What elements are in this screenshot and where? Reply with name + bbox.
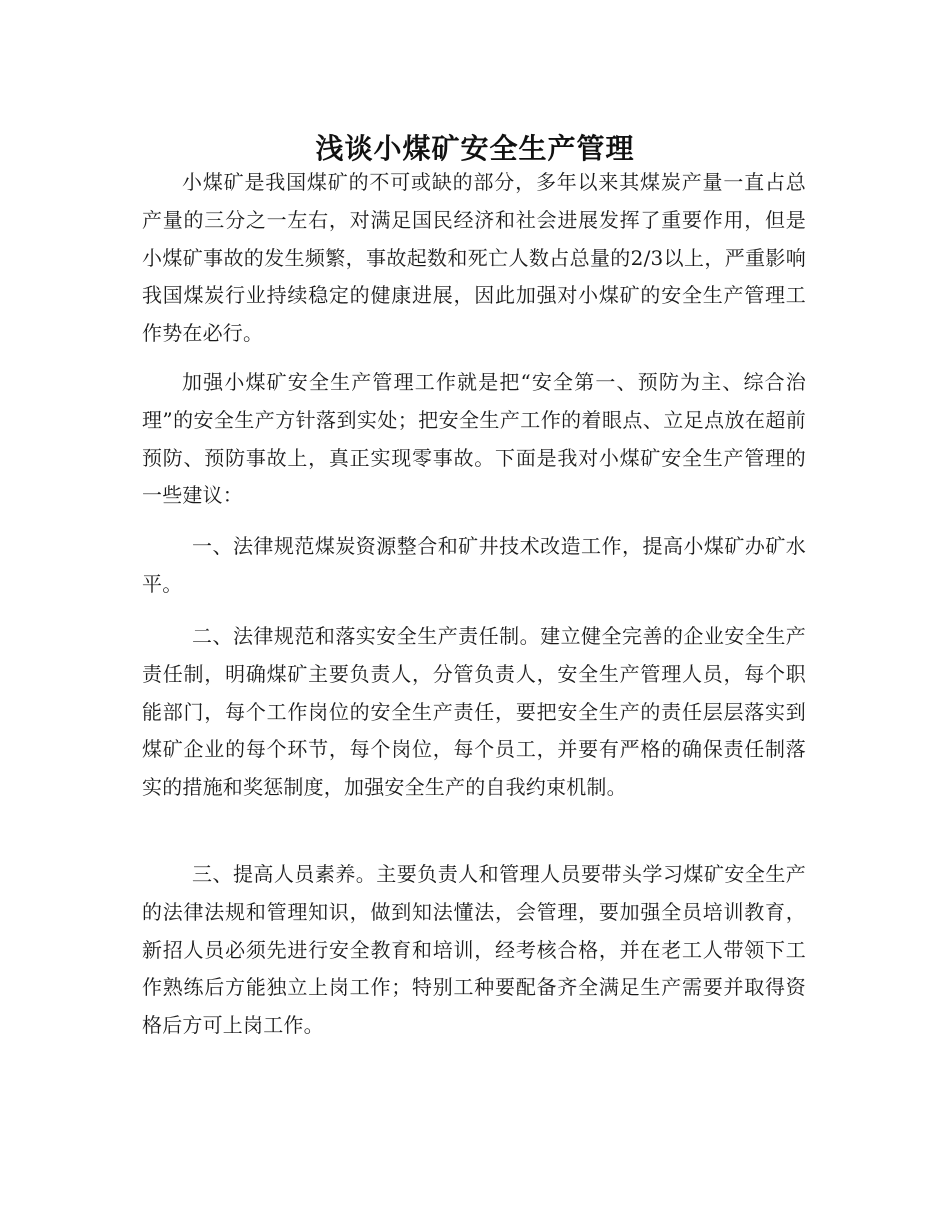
paragraph-policy: 加强小煤矿安全生产管理工作就是把“安全第一、预防为主、综合治理”的安全生产方针落到实处；把安全生产工作的着眼点、立足点放在超前预防、预防事故上，真正实现零事故。下面是我对小煤矿安全生产管理的一些建议： xyxy=(142,370,806,508)
paragraph-point-3: 三、提高人员素养。主要负责人和管理人员要带头学习煤矿安全生产的法律法规和管理知识，做到知法懂法，会管理，要加强全员培训教育，新招人员必须先进行安全教育和培训，经考核合格，并在老工人带领下工作熟练后方能独立上岗工作；特别工种要配备齐全满足生产需要并取得资格后方可上岗工作。 xyxy=(142,862,806,1038)
paragraph-intro: 小煤矿是我国煤矿的不可或缺的部分，多年以来其煤炭产量一直占总产量的三分之一左右，对满足国民经济和社会进展发挥了重要作用，但是小煤矿事故的发生频繁，事故起数和死亡人数占总量的2/3以上，严重影响我国煤炭行业持续稳定的健康进展，因此加强对小煤矿的安全生产管理工作势在必行。 xyxy=(142,170,806,346)
paragraph-point-1: 一、法律规范煤炭资源整合和矿井技术改造工作，提高小煤矿办矿水平。 xyxy=(142,534,806,596)
paragraph-point-2: 二、法律规范和落实安全生产责任制。建立健全完善的企业安全生产责任制，明确煤矿主要负责人，分管负责人，安全生产管理人员，每个职能部门，每个工作岗位的安全生产责任，要把安全生产的责任层层落实到煤矿企业的每个环节，每个岗位，每个员工，并要有严格的确保责任制落实的措施和奖惩制度，加强安全生产的自我约束机制。 xyxy=(142,624,806,800)
document-title: 浅谈小煤矿安全生产管理 xyxy=(315,131,635,165)
